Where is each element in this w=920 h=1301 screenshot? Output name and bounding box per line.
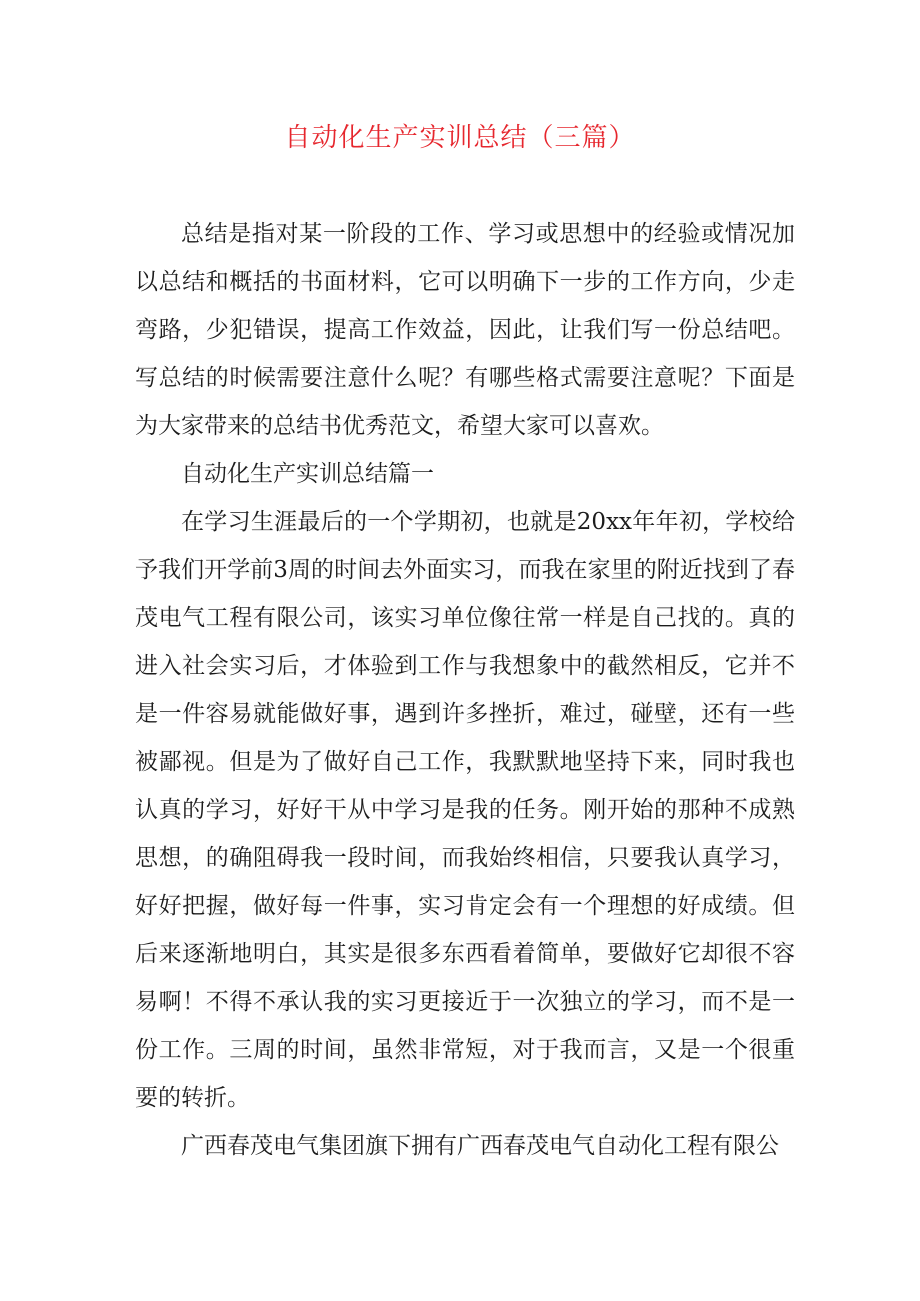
section-1-heading: 自动化生产实训总结篇一 bbox=[181, 461, 434, 487]
document-body bbox=[135, 210, 795, 1170]
intro-paragraph: 总结是指对某一阶段的工作、学习或思想中的经验或情况加以总结和概括的书面材料，它可以明确下一步的工作方向，少走弯路，少犯错误，提高工作效益，因此，让我们写一份总结吧。写总结的时候需要注意什么呢？有哪些格式需要注意呢？下面是为大家带来的总结书优秀范文，希望大家可以喜欢。 bbox=[135, 221, 795, 439]
section-1-paragraph-2: 广西春茂电气集团旗下拥有广西春茂电气自动化工程有限公 bbox=[181, 1133, 779, 1159]
section-1-paragraph-1: 在学习生涯最后的一个学期初，也就是20xx年年初，学校给予我们开学前3周的时间去外面实习，而我在家里的附近找到了春茂电气工程有限公司，该实习单位像往常一样是自己找的。真的进入社会实习后，才体验到工作与我想象中的截然相反，它并不是一件容易就能做好事，遇到许多挫折，难过，碰壁，还有一些被鄙视。但是为了做好自己工作，我默默地坚持下来，同时我也认真的学习，好好干从中学习是我的任务。刚开始的那种不成熟思想，的确阻碍我一段时间，而我始终相信，只要我认真学习，好好把握，做好每一件事，实习肯定会有一个理想的好成绩。但后来逐渐地明白，其实是很多东西看着简单，要做好它却很不容易啊！不得不承认我的实习更接近于一次独立的学习，而不是一份工作。三周的时间，虽然非常短，对于我而言，又是一个很重要的转折。 bbox=[135, 509, 795, 1111]
document-title: 自动化生产实训总结（三篇） bbox=[284, 123, 636, 153]
